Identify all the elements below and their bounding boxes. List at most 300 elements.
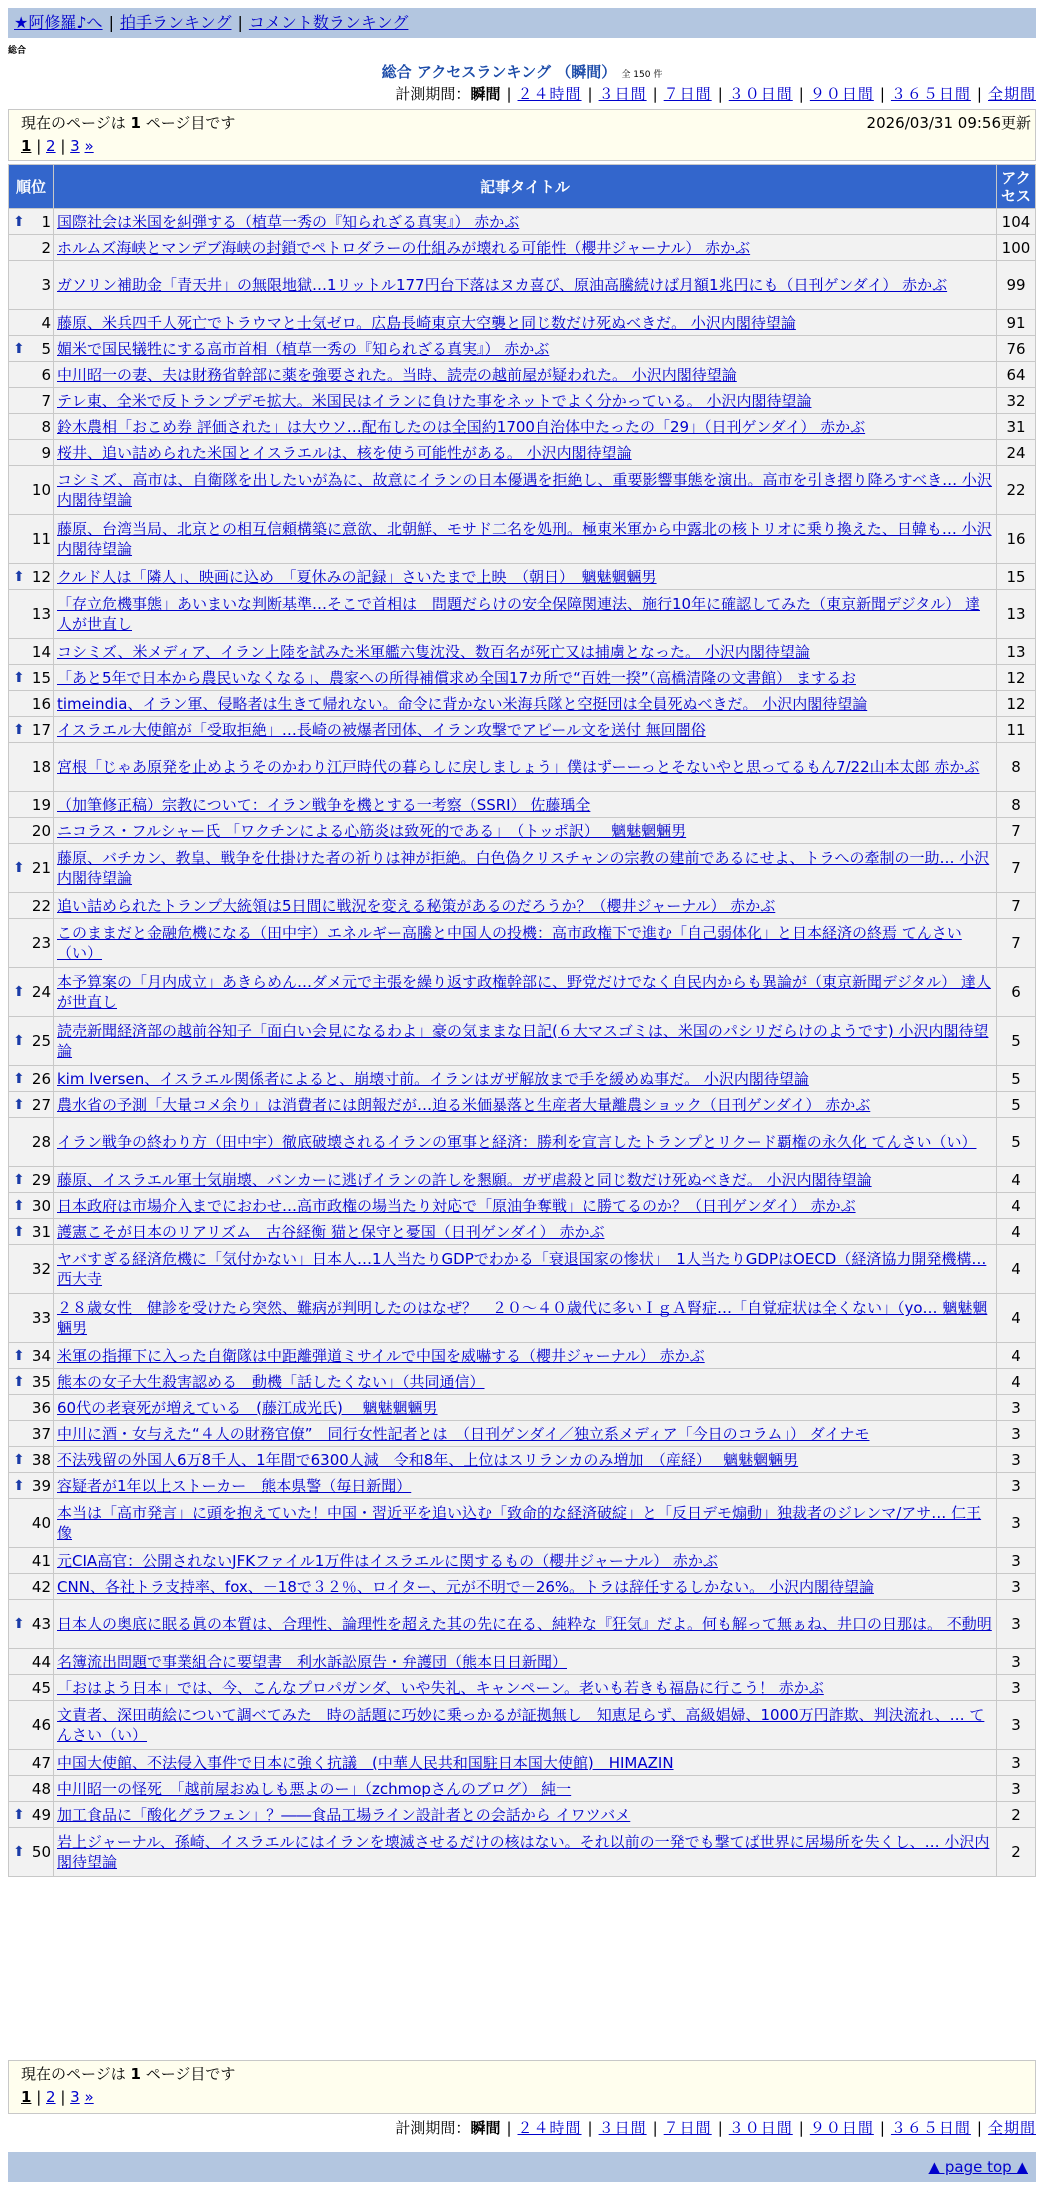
article-link[interactable]: 桜井、追い詰められた米国とイスラエルは、核を使う可能性がある。 小沢内閣待望論 xyxy=(57,443,632,462)
current-page-number: 1 xyxy=(130,114,141,132)
rank-cell xyxy=(9,1369,54,1395)
nav-separator: | xyxy=(237,13,243,32)
pager-separator: | xyxy=(31,2088,47,2106)
article-link[interactable]: 本当は「高市発言」に頭を抱えていた！中国・習近平を追い込む「致命的な経済破綻」と「反日デモ煽動」独裁者のジレンマ/アサ… 仁王像 xyxy=(57,1504,982,1542)
article-link[interactable]: 藤原、台湾当局、北京との相互信頼構築に意欲、北朝鮮、モサド二名を処刑。極東米軍から中露北の核トリオに乗り換えた、日韓も… 小沢内閣待望論 xyxy=(57,520,992,558)
table-row xyxy=(9,1701,1036,1750)
article-link[interactable]: イラン戦争の終わり方（田中宇）徹底破壊されるイランの軍事と経済：勝利を宣言したトランプとリクード覇権の永久化 てんさい（い） xyxy=(57,1133,977,1151)
rank-number: 11 xyxy=(31,530,51,548)
title-cell xyxy=(54,1092,997,1118)
table-row xyxy=(9,590,1036,639)
up-arrow-icon: ⬆ xyxy=(13,568,25,585)
access-count: 7 xyxy=(997,919,1036,968)
table-row xyxy=(9,792,1036,818)
page-status-post: ページ目です xyxy=(140,2065,236,2083)
pager-separator: | xyxy=(55,137,71,155)
rank-number: 17 xyxy=(31,720,51,739)
rank-cell xyxy=(9,1802,54,1828)
period-separator: | xyxy=(652,85,658,103)
access-count: 3 xyxy=(997,1776,1036,1802)
access-count: 3 xyxy=(997,1421,1036,1447)
page-status-post: ページ目です xyxy=(140,114,236,132)
table-row xyxy=(9,1649,1036,1675)
access-count: 16 xyxy=(997,515,1036,564)
rank-cell xyxy=(9,818,54,844)
access-count: 5 xyxy=(997,1092,1036,1118)
table-row xyxy=(9,1167,1036,1193)
rank-number: 32 xyxy=(31,1260,51,1278)
title-cell xyxy=(54,818,997,844)
current-page-number: 1 xyxy=(130,2065,141,2083)
rank-number: 23 xyxy=(31,934,51,952)
article-link[interactable]: 読売新聞経済部の越前谷知子「面白い会見になるわよ」豪の気ままな日記(６大マスゴミは、米国のパシリだらけのようです) 小沢内閣待望論 xyxy=(57,1022,989,1060)
access-count: 7 xyxy=(997,844,1036,893)
period-separator: | xyxy=(652,2119,658,2137)
article-link[interactable]: 日本人の奥底に眠る眞の本質は、合理性、論理性を超えた其の先に在る、純粋な『狂気』だよ。何も解って無ぁね、井口の日那は。 不動明 xyxy=(57,1615,992,1633)
rank-number: 45 xyxy=(31,1678,51,1697)
access-count: 3 xyxy=(997,1447,1036,1473)
access-count: 15 xyxy=(997,564,1036,590)
table-row xyxy=(9,515,1036,564)
rank-cell xyxy=(9,1421,54,1447)
article-link[interactable]: 日本政府は市場介入までにおわせ…高市政権の場当たり対応で「原油争奪戦」に勝てるのか？（日刊ゲンダイ） 赤かぶ xyxy=(57,1196,856,1215)
access-count: 8 xyxy=(997,792,1036,818)
period-link[interactable]: ２４時間 xyxy=(517,2119,582,2137)
table-row xyxy=(9,209,1036,235)
title-cell xyxy=(54,919,997,968)
access-count: 4 xyxy=(997,1369,1036,1395)
rank-number: 9 xyxy=(41,443,51,462)
access-header: アクセス xyxy=(997,165,1036,209)
title-cell xyxy=(54,1750,997,1776)
rank-number: 19 xyxy=(31,795,51,814)
access-count: 104 xyxy=(997,209,1036,235)
period-link[interactable]: ２４時間 xyxy=(517,85,582,103)
rank-cell xyxy=(9,1167,54,1193)
article-link[interactable]: 追い詰められたトランプ大統領は5日間に戦況を変える秘策があるのだろうか？（櫻井ジャーナル） 赤かぶ xyxy=(57,896,776,915)
article-link[interactable]: 加工食品に「酸化グラフェン」？――食品工場ライン設計者との会話から イワツバメ xyxy=(57,1805,631,1824)
period-link[interactable]: 全期間 xyxy=(987,2119,1036,2137)
pager-separator: | xyxy=(55,2088,71,2106)
table-row xyxy=(9,1548,1036,1574)
title-cell xyxy=(54,1574,997,1600)
article-link[interactable]: 護憲こそが日本のリアリズム 古谷経衡 猫と保守と憂国（日刊ゲンダイ） 赤かぶ xyxy=(57,1222,605,1241)
table-row xyxy=(9,665,1036,691)
period-separator: | xyxy=(506,2119,512,2137)
article-link[interactable]: 60代の老衰死が増えている (藤江成光氏) 魑魅魍魎男 xyxy=(57,1398,438,1417)
access-count: 4 xyxy=(997,1219,1036,1245)
table-row xyxy=(9,1017,1036,1066)
period-link[interactable]: ３０日間 xyxy=(728,85,793,103)
rank-cell xyxy=(9,1649,54,1675)
pager xyxy=(21,136,1023,156)
page-status-row xyxy=(21,113,1031,133)
period-link[interactable]: ９０日間 xyxy=(809,85,874,103)
pager-link[interactable]: 3 xyxy=(70,137,80,155)
rank-number: 13 xyxy=(31,605,51,623)
access-count: 64 xyxy=(997,362,1036,388)
rank-number: 25 xyxy=(31,1032,51,1050)
period-label: 計測期間： xyxy=(395,85,471,103)
up-arrow-icon: ⬆ xyxy=(13,1070,25,1087)
title-cell xyxy=(54,743,997,792)
up-arrow-icon: ⬆ xyxy=(13,1171,25,1188)
table-row xyxy=(9,1066,1036,1092)
pager-next[interactable]: » xyxy=(84,2088,94,2106)
period-link[interactable]: ３６５日間 xyxy=(890,2119,971,2137)
rank-number: 41 xyxy=(31,1551,51,1570)
table-row xyxy=(9,414,1036,440)
article-link[interactable]: 元CIA高官：公開されないJFKファイル1万件はイスラエルに関するもの（櫻井ジャーナル） 赤かぶ xyxy=(57,1551,718,1570)
title-cell xyxy=(54,893,997,919)
up-arrow-icon: ⬆ xyxy=(13,1373,25,1390)
access-count: 3 xyxy=(997,1574,1036,1600)
period-link[interactable]: ７日間 xyxy=(663,2119,712,2137)
period-link[interactable]: 全期間 xyxy=(987,85,1036,103)
article-link[interactable]: kim lversen、イスラエル関係者によると、崩壊寸前。イランはガザ解放まで手を緩めぬ事だ。 小沢内閣待望論 xyxy=(57,1069,809,1088)
rank-cell xyxy=(9,440,54,466)
access-count: 4 xyxy=(997,1167,1036,1193)
title-cell xyxy=(54,336,997,362)
rank-number: 12 xyxy=(31,567,51,586)
rank-cell xyxy=(9,1701,54,1750)
rank-number: 44 xyxy=(31,1652,51,1671)
title-cell xyxy=(54,564,997,590)
title-cell xyxy=(54,1421,997,1447)
article-link[interactable]: ホルムズ海峡とマンデブ海峡の封鎖でペトロダラーの仕組みが壊れる可能性（櫻井ジャーナル） 赤かぶ xyxy=(57,238,751,257)
rank-cell xyxy=(9,743,54,792)
article-link[interactable]: 「おはよう日本」では、今、こんなプロパガンダ、いや失礼、キャンペーン。老いも若きも福島に行こう！ 赤かぶ xyxy=(57,1678,824,1697)
period-link[interactable]: ３０日間 xyxy=(728,2119,793,2137)
access-count: 5 xyxy=(997,1118,1036,1167)
updated-timestamp: 2026/03/31 09:56更新 xyxy=(866,114,1031,132)
table-row xyxy=(9,1828,1036,1877)
title-cell xyxy=(54,1548,997,1574)
period-current: 瞬間 xyxy=(470,2119,501,2137)
access-count: 3 xyxy=(997,1499,1036,1548)
title-cell xyxy=(54,466,997,515)
period-current: 瞬間 xyxy=(470,85,501,103)
pager-link[interactable]: 3 xyxy=(70,2088,80,2106)
page-top-link[interactable]: ▲ page top ▲ xyxy=(928,2158,1028,2176)
up-arrow-icon: ⬆ xyxy=(13,1451,25,1468)
title-cell xyxy=(54,1167,997,1193)
rank-cell xyxy=(9,414,54,440)
period-link[interactable]: ３日間 xyxy=(598,85,647,103)
access-count: 5 xyxy=(997,1066,1036,1092)
title-header: 記事タイトル xyxy=(54,165,997,209)
ranking-table xyxy=(8,164,1036,1877)
rank-number: 21 xyxy=(31,859,51,877)
table-row xyxy=(9,1473,1036,1499)
rank-cell xyxy=(9,388,54,414)
page-status-box xyxy=(8,109,1036,161)
rank-number: 1 xyxy=(41,212,51,231)
rank-cell xyxy=(9,1245,54,1294)
article-link[interactable]: 本予算案の「月内成立」あきらめん…ダメ元で主張を繰り返す政権幹部に、野党だけでなく自民内からも異論が（東京新聞デジタル） 達人が世直し xyxy=(57,973,991,1011)
access-count: 3 xyxy=(997,1395,1036,1421)
title-cell xyxy=(54,235,997,261)
rank-cell xyxy=(9,1294,54,1343)
article-link[interactable]: 鈴木農相「おこめ券 評価された」は大ウソ…配布したのは全国約1700自治体中たったの「29」（日刊ゲンダイ） 赤かぶ xyxy=(57,417,866,436)
article-link[interactable]: 中川に酒・女与えた“４人の財務官僚” 同行女性記者とは （日刊ゲンダイ／独立系メディア「今日のコラム」） ダイナモ xyxy=(57,1424,870,1443)
article-link[interactable]: イスラエル大使館が「受取拒絶」…長崎の被爆者団体、イラン攻撃でアピール文を送付 無回闇俗 xyxy=(57,720,706,739)
rank-number: 20 xyxy=(31,821,51,840)
rank-cell xyxy=(9,1395,54,1421)
access-count: 4 xyxy=(997,1193,1036,1219)
title-cell xyxy=(54,1118,997,1167)
title-cell xyxy=(54,1066,997,1092)
rank-number: 36 xyxy=(31,1398,51,1417)
article-link[interactable]: 「存立危機事態」あいまいな判断基準…そこで首相は 問題だらけの安全保障関連法、施行10年に確認してみた（東京新聞デジタル） 達人が世直し xyxy=(57,595,980,633)
rank-cell xyxy=(9,1118,54,1167)
access-count: 3 xyxy=(997,1548,1036,1574)
rank-number: 29 xyxy=(31,1170,51,1189)
table-row xyxy=(9,336,1036,362)
up-arrow-icon: ⬆ xyxy=(13,860,25,876)
article-link[interactable]: （加筆修正稿）宗教について：イラン戦争を機とする一考察（SSRI） 佐藤瑀全 xyxy=(57,795,591,814)
table-row xyxy=(9,1118,1036,1167)
access-count: 3 xyxy=(997,1473,1036,1499)
article-link[interactable]: 藤原、米兵四千人死亡でトラウマと士気ゼロ。広島長崎東京大空襲と同じ数だけ死ぬべきだ。 小沢内閣待望論 xyxy=(57,313,796,332)
pager-next[interactable]: » xyxy=(84,137,94,155)
title-cell xyxy=(54,968,997,1017)
rank-number: 38 xyxy=(31,1450,51,1469)
article-link[interactable]: 中国大使館、不法侵入事件で日本に強く抗議 (中華人民共和国駐日本国大使館) HIMAZIN xyxy=(57,1753,674,1772)
rank-cell xyxy=(9,362,54,388)
table-row xyxy=(9,639,1036,665)
article-link[interactable]: 岩上ジャーナル、孫崎、イスラエルにはイランを壊滅させるだけの核はない。それ以前の一発でも撃てば世界に居場所を失くし、… 小沢内閣待望論 xyxy=(57,1833,990,1871)
article-link[interactable]: ２８歳女性 健診を受けたら突然、難病が判明したのはなぜ？ ２０～４０歳代に多いＩｇＡ腎症…「自覚症状は全くない」（yo… 魑魅魍魎男 xyxy=(57,1299,988,1337)
table-row xyxy=(9,1369,1036,1395)
rank-number: 27 xyxy=(31,1095,51,1114)
access-count: 12 xyxy=(997,691,1036,717)
title-cell xyxy=(54,691,997,717)
period-link[interactable]: ３日間 xyxy=(598,2119,647,2137)
title-cell xyxy=(54,1828,997,1877)
table-row xyxy=(9,818,1036,844)
period-separator: | xyxy=(879,85,885,103)
rank-number: 15 xyxy=(31,668,51,687)
up-arrow-icon: ⬆ xyxy=(13,669,25,686)
article-link[interactable]: 名簿流出問題で事業組合に要望書 利水訴訟原告・弁護団（熊本日日新聞） xyxy=(57,1652,568,1671)
table-row xyxy=(9,1802,1036,1828)
pager-link[interactable]: 2 xyxy=(46,2088,56,2106)
access-count: 31 xyxy=(997,414,1036,440)
article-link[interactable]: timeindia、イラン軍、侵略者は生きて帰れない。命令に背かない米海兵隊と空挺団は全員死ぬべきだ。 小沢内閣待望論 xyxy=(57,694,868,713)
rank-number: 7 xyxy=(41,391,51,410)
pager-separator: | xyxy=(31,137,47,155)
period-separator: | xyxy=(976,85,982,103)
up-arrow-icon: ⬆ xyxy=(13,1033,25,1049)
article-link[interactable]: 国際社会は米国を糾弾する（植草一秀の『知られざる真実』） 赤かぶ xyxy=(57,212,520,231)
rank-number: 10 xyxy=(31,481,51,499)
rank-number: 39 xyxy=(31,1476,51,1495)
access-count: 3 xyxy=(997,1750,1036,1776)
item-count: 全 150 件 xyxy=(621,70,663,80)
rank-cell xyxy=(9,1750,54,1776)
rank-cell xyxy=(9,893,54,919)
title-cell xyxy=(54,1294,997,1343)
rank-cell xyxy=(9,792,54,818)
page-status-pre: 現在のページは xyxy=(21,2065,131,2083)
table-row xyxy=(9,844,1036,893)
home-link[interactable]: ★阿修羅♪へ xyxy=(14,13,103,32)
page-title xyxy=(0,62,1044,85)
article-link[interactable]: 不法残留の外国人6万8千人、1年間で6300人減 令和8年、上位はスリランカのみ増加 （産経） 魑魅魍魎男 xyxy=(57,1450,799,1469)
title-cell xyxy=(54,1017,997,1066)
period-separator: | xyxy=(717,2119,723,2137)
top-nav xyxy=(8,8,1036,38)
table-row xyxy=(9,1750,1036,1776)
period-separator: | xyxy=(587,85,593,103)
access-count: 7 xyxy=(997,893,1036,919)
ranking-body xyxy=(9,209,1036,1877)
title-cell xyxy=(54,844,997,893)
period-separator: | xyxy=(506,85,512,103)
rank-cell xyxy=(9,1219,54,1245)
table-row xyxy=(9,717,1036,743)
article-link[interactable]: ガソリン補助金「青天井」の無限地獄…1リットル177円台下落はヌカ喜び、原油高騰続けば月額1兆円にも（日刊ゲンダイ） 赤かぶ xyxy=(57,276,948,294)
access-count: 3 xyxy=(997,1649,1036,1675)
up-arrow-icon: ⬆ xyxy=(13,1616,25,1632)
table-row xyxy=(9,1499,1036,1548)
article-link[interactable]: CNN、各社トラ支持率、fox、－18で３２％、ロイター、元が不明で－26%。トラは辞任するしかない。 小沢内閣待望論 xyxy=(57,1577,874,1596)
rank-cell xyxy=(9,590,54,639)
title-cell xyxy=(54,440,997,466)
title-cell xyxy=(54,1193,997,1219)
period-link[interactable]: ９０日間 xyxy=(809,2119,874,2137)
up-arrow-icon: ⬆ xyxy=(13,340,25,357)
table-row xyxy=(9,1343,1036,1369)
rank-cell xyxy=(9,717,54,743)
article-link[interactable]: 藤原、バチカン、教皇、戦争を仕掛けた者の祈りは神が拒絶。白色偽クリスチャンの宗教の建前であるにせよ、トラへの牽制の一助… 小沢内閣待望論 xyxy=(57,849,990,887)
rank-cell xyxy=(9,1017,54,1066)
rank-number: 16 xyxy=(31,694,51,713)
title-cell xyxy=(54,1701,997,1750)
period-separator: | xyxy=(717,85,723,103)
applause-ranking-link[interactable]: 拍手ランキング xyxy=(119,13,232,32)
rank-number: 33 xyxy=(31,1309,51,1327)
period-link[interactable]: ７日間 xyxy=(663,85,712,103)
article-link[interactable]: 藤原、イスラエル軍士気崩壊、バンカーに逃げイランの許しを懇願。ガザ虐殺と同じ数だけ死ぬべきだ。 小沢内閣待望論 xyxy=(57,1170,872,1189)
up-arrow-icon: ⬆ xyxy=(13,1806,25,1823)
up-arrow-icon: ⬆ xyxy=(13,984,25,1000)
article-link[interactable]: ニコラス・フルシャー氏 「ワクチンによる心筋炎は致死的である」 （トッポ訳） 魑魅魍魎男 xyxy=(57,821,687,840)
article-link[interactable]: 「あと5年で日本から農民いなくなる」、農家への所得補償求め全国17カ所で“百姓一揆”（高橋清隆の文書館） まするお xyxy=(57,668,856,687)
article-link[interactable]: 容疑者が1年以上ストーカー 熊本県警（毎日新聞） xyxy=(57,1476,412,1495)
rank-number: 50 xyxy=(31,1843,51,1861)
category-label: 総合 xyxy=(8,46,27,56)
title-cell xyxy=(54,590,997,639)
rank-cell xyxy=(9,1473,54,1499)
rank-cell xyxy=(9,310,54,336)
comment-ranking-link[interactable]: コメント数ランキング xyxy=(248,13,409,32)
table-row xyxy=(9,362,1036,388)
title-cell xyxy=(54,1447,997,1473)
rank-cell xyxy=(9,1675,54,1701)
rank-number: 37 xyxy=(31,1424,51,1443)
rank-cell xyxy=(9,564,54,590)
pager-link[interactable]: 2 xyxy=(46,137,56,155)
period-label: 計測期間： xyxy=(395,2119,471,2137)
up-arrow-icon: ⬆ xyxy=(13,1347,25,1364)
rank-cell xyxy=(9,261,54,310)
title-cell xyxy=(54,1369,997,1395)
table-row xyxy=(9,691,1036,717)
table-row xyxy=(9,1447,1036,1473)
bottom-bar xyxy=(8,2152,1036,2182)
article-link[interactable]: 熊本の女子大生殺害認める 動機「話したくない」（共同通信） xyxy=(57,1372,485,1391)
page-status-box-bottom xyxy=(8,2060,1036,2114)
title-cell xyxy=(54,310,997,336)
access-count: 22 xyxy=(997,466,1036,515)
rank-number: 35 xyxy=(31,1372,51,1391)
article-link[interactable]: コシミズ、高市は、自衛隊を出したいが為に、故意にイランの日本優遇を拒絶し、重要影響事態を演出。高市を引き摺り降ろすべき… 小沢内閣待望論 xyxy=(57,471,992,509)
access-count: 4 xyxy=(997,1343,1036,1369)
rank-number: 14 xyxy=(31,642,51,661)
rank-cell xyxy=(9,466,54,515)
table-row xyxy=(9,919,1036,968)
rank-cell xyxy=(9,1600,54,1649)
table-row xyxy=(9,261,1036,310)
article-link[interactable]: 宮根「じゃあ原発を止めようそのかわり江戸時代の暮らしに戻しましょう」僕はずーーっとそないやと思ってるもん7/22山本太郎 赤かぶ xyxy=(57,758,980,776)
article-link[interactable]: 中川昭一の怪死 「越前屋おぬしも悪よのー」（zchmopさんのブログ） 純一 xyxy=(57,1779,572,1798)
rank-number: 28 xyxy=(31,1133,51,1151)
rank-cell xyxy=(9,1066,54,1092)
up-arrow-icon: ⬆ xyxy=(13,1844,25,1860)
article-link[interactable]: 文責者、深田萌絵について調べてみた 時の話題に巧妙に乗っかるが証拠無し 知恵足らず、高級娼婦、1000万円詐欺、判決流れ、… てんさい（い） xyxy=(57,1706,985,1744)
access-count: 3 xyxy=(997,1600,1036,1649)
article-link[interactable]: このままだと金融危機になる（田中宇）エネルギー高騰と中国人の投機：高市政権下で進む「自己弱体化」と日本経済の終焉 てんさい（い） xyxy=(57,924,962,962)
article-link[interactable]: ヤバすぎる経済危機に「気付かない」日本人…1人当たりGDPでわかる「衰退国家の惨状」 1人当たりGDPはOECD（経済協力開発機構… 西大寺 xyxy=(57,1250,987,1288)
article-link[interactable]: 媚米で国民犠牲にする高市首相（植草一秀の『知られざる真実』） 赤かぶ xyxy=(57,339,550,358)
article-link[interactable]: テレ東、全米で反トランプデモ拡大。米国民はイランに負けた事をネットでよく分かっている。 小沢内閣待望論 xyxy=(57,391,812,410)
access-count: 6 xyxy=(997,968,1036,1017)
period-separator: | xyxy=(798,85,804,103)
rank-cell xyxy=(9,515,54,564)
title-cell xyxy=(54,717,997,743)
rank-number: 40 xyxy=(31,1514,51,1532)
article-link[interactable]: 農水省の予測「大量コメ余り」は消費者には朗報だが…迫る米価暴落と生産者大量離農ショック（日刊ゲンダイ） 赤かぶ xyxy=(57,1095,871,1114)
rank-cell xyxy=(9,1193,54,1219)
title-cell xyxy=(54,1245,997,1294)
title-cell xyxy=(54,388,997,414)
table-row xyxy=(9,1245,1036,1294)
rank-number: 42 xyxy=(31,1577,51,1596)
table-row xyxy=(9,1395,1036,1421)
period-link[interactable]: ３６５日間 xyxy=(890,85,971,103)
article-link[interactable]: 米軍の指揮下に入った自衛隊は中距離弾道ミサイルで中国を威嚇する（櫻井ジャーナル） 赤かぶ xyxy=(57,1346,705,1365)
table-row xyxy=(9,235,1036,261)
table-row xyxy=(9,1092,1036,1118)
rank-number: 4 xyxy=(41,313,51,332)
title-cell xyxy=(54,515,997,564)
title-cell xyxy=(54,1343,997,1369)
rank-cell xyxy=(9,1343,54,1369)
rank-cell xyxy=(9,235,54,261)
access-count: 7 xyxy=(997,818,1036,844)
rank-cell xyxy=(9,968,54,1017)
article-link[interactable]: コシミズ、米メディア、イラン上陸を試みた米軍艦六隻沈没、数百名が死亡又は捕虜となった。 小沢内閣待望論 xyxy=(57,642,810,661)
article-link[interactable]: 中川昭一の妻、夫は財務省幹部に薬を強要された。当時、読売の越前屋が疑われた。 小沢内閣待望論 xyxy=(57,365,737,384)
title-cell xyxy=(54,1499,997,1548)
access-count: 76 xyxy=(997,336,1036,362)
article-link[interactable]: クルド人は「隣人」、映画に込め 「夏休みの記録」さいたまで上映 （朝日） 魑魅魍魎男 xyxy=(57,567,657,586)
table-row xyxy=(9,968,1036,1017)
rank-number: 46 xyxy=(31,1716,51,1734)
access-count: 2 xyxy=(997,1828,1036,1877)
